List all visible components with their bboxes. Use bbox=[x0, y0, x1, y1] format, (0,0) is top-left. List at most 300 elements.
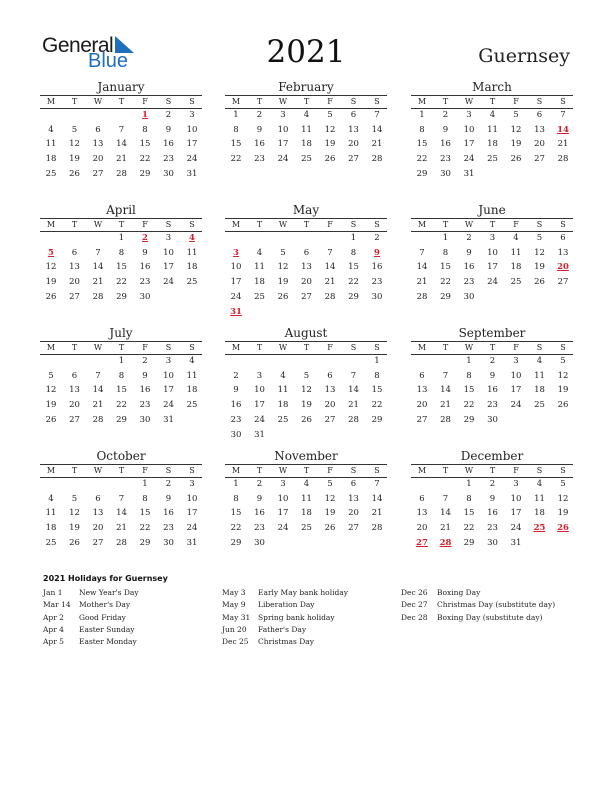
day-cell: 24 bbox=[510, 400, 522, 411]
day-cell: 17 bbox=[510, 385, 522, 396]
day-cell: 26 bbox=[69, 168, 80, 179]
weekday-label: W bbox=[278, 97, 288, 106]
day-cell: 31 bbox=[510, 537, 522, 548]
weekday-label: W bbox=[278, 466, 288, 475]
day-cell: 13 bbox=[416, 385, 428, 396]
day-cell: 31 bbox=[254, 429, 265, 440]
day-cell: 11 bbox=[487, 124, 498, 135]
day-cell: 31 bbox=[163, 414, 174, 425]
day-cell: 18 bbox=[45, 523, 57, 534]
weekday-label: S bbox=[189, 97, 195, 106]
holiday-name: Christmas Day (substitute day) bbox=[437, 600, 556, 610]
day-cell: 7 bbox=[350, 370, 357, 381]
day-cell: 28 bbox=[371, 523, 383, 534]
day-cell: 14 bbox=[116, 139, 127, 150]
weekday-label: S bbox=[350, 343, 357, 352]
day-cell: 16 bbox=[254, 508, 265, 519]
weekday-label: F bbox=[142, 466, 148, 475]
holiday-name: Liberation Day bbox=[258, 600, 315, 610]
day-cell: 15 bbox=[116, 385, 127, 396]
day-cell: 28 bbox=[116, 168, 127, 179]
day-cell: 27 bbox=[348, 154, 359, 165]
weekday-label: S bbox=[374, 466, 380, 475]
holiday-date: Apr 4 bbox=[43, 624, 64, 634]
weekday-label: S bbox=[189, 343, 195, 352]
day-cell: 2 bbox=[165, 110, 172, 120]
weekday-label: M bbox=[417, 220, 427, 229]
weekday-label: T bbox=[442, 466, 449, 475]
month-april bbox=[40, 203, 202, 315]
day-cell: 20 bbox=[324, 400, 336, 411]
day-cell: 27 bbox=[69, 414, 80, 425]
day-cell: 13 bbox=[324, 385, 336, 396]
day-cell: 25 bbox=[254, 291, 265, 302]
day-cell: 28 bbox=[116, 537, 127, 548]
day-cell: 21 bbox=[371, 139, 383, 150]
day-cell: 30 bbox=[463, 291, 475, 302]
day-cell: 27 bbox=[416, 414, 428, 425]
weekday-label: T bbox=[71, 220, 78, 229]
weekday-label: S bbox=[536, 343, 543, 352]
day-cell: 1 bbox=[233, 479, 239, 489]
day-cell: 28 bbox=[92, 414, 104, 425]
day-cell: 16 bbox=[463, 262, 475, 273]
day-cell: 14 bbox=[92, 262, 104, 273]
day-cell: 1 bbox=[233, 110, 239, 120]
month-name: November bbox=[274, 449, 338, 463]
day-cell: 25 bbox=[534, 400, 545, 411]
holiday-day-cell: 3 bbox=[233, 247, 239, 258]
weekday-label: T bbox=[71, 466, 78, 475]
day-cell: 28 bbox=[92, 291, 104, 302]
month-name: May bbox=[292, 203, 320, 217]
day-cell: 23 bbox=[254, 154, 265, 165]
holiday-day-cell: 25 bbox=[533, 523, 546, 534]
day-cell: 7 bbox=[95, 370, 101, 381]
month-name: December bbox=[460, 449, 524, 463]
day-cell: 6 bbox=[327, 370, 333, 381]
day-cell: 6 bbox=[71, 247, 78, 258]
day-cell: 19 bbox=[324, 139, 336, 150]
day-cell: 15 bbox=[230, 508, 242, 519]
month-november bbox=[225, 449, 387, 561]
day-cell: 24 bbox=[254, 414, 265, 425]
day-cell: 21 bbox=[371, 508, 383, 519]
weekday-label: T bbox=[442, 97, 449, 106]
day-cell: 6 bbox=[350, 110, 357, 120]
day-cell: 25 bbox=[301, 154, 312, 165]
day-cell: 19 bbox=[324, 508, 336, 519]
day-cell: 4 bbox=[48, 124, 54, 135]
day-cell: 5 bbox=[560, 479, 566, 489]
day-cell: 5 bbox=[48, 370, 54, 381]
weekday-label: T bbox=[489, 97, 496, 106]
holiday-date: May 9 bbox=[222, 600, 246, 610]
day-cell: 4 bbox=[303, 110, 310, 120]
holiday-column bbox=[43, 588, 223, 649]
day-cell: 3 bbox=[165, 233, 172, 243]
day-cell: 5 bbox=[280, 247, 286, 258]
day-cell: 12 bbox=[510, 124, 522, 135]
holiday-day-cell: 4 bbox=[189, 233, 195, 243]
day-cell: 23 bbox=[487, 523, 498, 534]
month-october bbox=[40, 449, 202, 561]
holiday-item bbox=[43, 588, 223, 600]
day-cell: 30 bbox=[487, 537, 498, 548]
weekday-header bbox=[225, 464, 387, 478]
weekday-label: T bbox=[303, 466, 310, 475]
weekday-label: M bbox=[417, 97, 427, 106]
day-cell: 8 bbox=[466, 493, 472, 504]
day-cell: 8 bbox=[419, 124, 425, 135]
holiday-item bbox=[43, 637, 223, 649]
day-cell: 7 bbox=[442, 370, 449, 381]
day-cell: 11 bbox=[186, 247, 198, 258]
calendar-year: 2021 bbox=[266, 34, 346, 70]
day-cell: 30 bbox=[139, 291, 151, 302]
day-cell: 21 bbox=[324, 277, 336, 288]
day-cell: 28 bbox=[557, 154, 569, 165]
day-cell: 6 bbox=[71, 370, 78, 381]
day-cell: 10 bbox=[230, 262, 242, 273]
day-cell: 20 bbox=[348, 139, 359, 150]
day-cell: 13 bbox=[348, 124, 359, 135]
day-cell: 21 bbox=[92, 277, 104, 288]
day-cell: 26 bbox=[534, 277, 545, 288]
day-cell: 21 bbox=[440, 523, 451, 534]
weekday-label: T bbox=[256, 343, 263, 352]
day-cell: 11 bbox=[534, 493, 545, 504]
day-cell: 26 bbox=[45, 291, 57, 302]
day-cell: 16 bbox=[139, 385, 151, 396]
day-cell: 10 bbox=[163, 247, 174, 258]
day-cell: 11 bbox=[510, 247, 522, 258]
day-cell: 21 bbox=[440, 400, 451, 411]
day-cell: 12 bbox=[277, 262, 289, 273]
day-cell: 11 bbox=[301, 124, 312, 135]
day-cell: 30 bbox=[163, 537, 174, 548]
day-cell: 5 bbox=[71, 493, 78, 504]
weekday-label: F bbox=[327, 97, 333, 106]
weekday-label: T bbox=[256, 466, 263, 475]
day-cell: 13 bbox=[92, 139, 104, 150]
day-cell: 16 bbox=[254, 139, 265, 150]
day-cell: 23 bbox=[463, 277, 475, 288]
holiday-item bbox=[43, 600, 223, 612]
holiday-day-cell: 28 bbox=[439, 537, 452, 548]
day-cell: 27 bbox=[92, 168, 104, 179]
day-cell: 27 bbox=[92, 537, 104, 548]
day-cell: 6 bbox=[303, 247, 310, 258]
day-cell: 2 bbox=[489, 356, 496, 366]
day-cell: 10 bbox=[487, 247, 498, 258]
day-cell: 15 bbox=[416, 139, 428, 150]
day-cell: 22 bbox=[463, 523, 475, 534]
day-cell: 14 bbox=[116, 508, 127, 519]
day-cell: 4 bbox=[536, 479, 543, 489]
day-cell: 4 bbox=[256, 247, 263, 258]
day-cell: 6 bbox=[560, 233, 566, 243]
day-cell: 18 bbox=[534, 385, 545, 396]
holiday-date: May 3 bbox=[222, 588, 246, 597]
day-cell: 5 bbox=[327, 479, 333, 489]
weekday-label: S bbox=[165, 97, 172, 106]
day-cell: 7 bbox=[118, 124, 125, 135]
day-cell: 29 bbox=[230, 537, 242, 548]
holiday-date: Apr 5 bbox=[43, 637, 64, 647]
day-cell: 17 bbox=[163, 385, 174, 396]
day-cell: 6 bbox=[350, 479, 357, 489]
day-cell: 31 bbox=[186, 168, 198, 179]
day-cell: 21 bbox=[348, 400, 359, 411]
day-cell: 22 bbox=[230, 523, 242, 534]
day-cell: 7 bbox=[419, 247, 425, 258]
day-cell: 20 bbox=[348, 508, 359, 519]
day-cell: 7 bbox=[374, 479, 380, 489]
day-cell: 17 bbox=[230, 277, 242, 288]
day-cell: 3 bbox=[489, 233, 496, 243]
day-cell: 29 bbox=[116, 414, 127, 425]
day-cell: 18 bbox=[301, 508, 312, 519]
holiday-day-cell: 26 bbox=[557, 523, 569, 534]
weekday-label: W bbox=[464, 220, 474, 229]
day-cell: 9 bbox=[233, 385, 239, 396]
day-cell: 25 bbox=[186, 400, 198, 411]
day-cell: 27 bbox=[301, 291, 312, 302]
day-cell: 15 bbox=[440, 262, 451, 273]
weekday-label: W bbox=[93, 343, 103, 352]
day-cell: 19 bbox=[534, 262, 545, 273]
logo-word-general: General bbox=[42, 34, 114, 57]
day-cell: 27 bbox=[324, 414, 336, 425]
weekday-label: W bbox=[464, 97, 474, 106]
holiday-column bbox=[222, 588, 402, 649]
weekday-label: S bbox=[165, 220, 172, 229]
day-cell: 16 bbox=[230, 400, 242, 411]
day-cell: 3 bbox=[165, 356, 172, 366]
day-cell: 8 bbox=[374, 370, 380, 381]
weekday-label: T bbox=[303, 220, 310, 229]
holiday-item bbox=[401, 600, 581, 612]
day-cell: 10 bbox=[186, 124, 198, 135]
weekday-label: S bbox=[536, 220, 543, 229]
day-cell: 25 bbox=[487, 154, 498, 165]
day-cell: 22 bbox=[416, 154, 428, 165]
month-february bbox=[225, 80, 387, 192]
day-cell: 18 bbox=[254, 277, 265, 288]
day-cell: 12 bbox=[45, 385, 57, 396]
day-cell: 6 bbox=[95, 493, 101, 504]
day-cell: 13 bbox=[416, 508, 428, 519]
day-cell: 19 bbox=[557, 508, 569, 519]
weekday-label: S bbox=[560, 466, 566, 475]
weekday-header bbox=[40, 95, 202, 109]
month-january bbox=[40, 80, 202, 192]
month-name: September bbox=[458, 326, 526, 340]
holiday-name: New Year's Day bbox=[79, 588, 139, 597]
day-cell: 30 bbox=[139, 414, 151, 425]
day-cell: 5 bbox=[327, 110, 333, 120]
weekday-label: S bbox=[374, 220, 380, 229]
day-cell: 22 bbox=[371, 400, 383, 411]
month-name: February bbox=[278, 80, 334, 94]
day-cell: 17 bbox=[186, 139, 198, 150]
day-cell: 18 bbox=[510, 262, 522, 273]
day-cell: 23 bbox=[254, 523, 265, 534]
weekday-label: T bbox=[489, 466, 496, 475]
day-cell: 22 bbox=[463, 400, 475, 411]
day-cell: 9 bbox=[165, 124, 172, 135]
weekday-label: T bbox=[118, 343, 125, 352]
day-cell: 13 bbox=[92, 508, 104, 519]
weekday-label: W bbox=[278, 343, 288, 352]
day-cell: 20 bbox=[301, 277, 312, 288]
day-cell: 23 bbox=[440, 154, 451, 165]
day-cell: 26 bbox=[557, 400, 569, 411]
weekday-label: T bbox=[71, 343, 78, 352]
day-cell: 22 bbox=[116, 400, 127, 411]
day-cell: 1 bbox=[118, 233, 125, 243]
day-cell: 19 bbox=[557, 385, 569, 396]
day-cell: 16 bbox=[163, 508, 174, 519]
day-cell: 20 bbox=[69, 277, 80, 288]
day-cell: 11 bbox=[186, 370, 198, 381]
weekday-header bbox=[40, 341, 202, 355]
day-cell: 28 bbox=[440, 414, 451, 425]
day-cell: 17 bbox=[277, 139, 289, 150]
month-name: October bbox=[96, 449, 146, 463]
day-cell: 7 bbox=[118, 493, 125, 504]
holiday-date: Apr 2 bbox=[43, 612, 64, 622]
holiday-item bbox=[222, 625, 402, 637]
day-cell: 16 bbox=[371, 262, 383, 273]
weekday-header bbox=[225, 218, 387, 232]
weekday-label: M bbox=[417, 343, 427, 352]
day-cell: 14 bbox=[416, 262, 428, 273]
day-cell: 12 bbox=[534, 247, 545, 258]
holiday-date: Jan 1 bbox=[43, 588, 63, 597]
day-cell: 8 bbox=[118, 370, 125, 381]
day-cell: 29 bbox=[371, 414, 383, 425]
weekday-header bbox=[411, 464, 573, 478]
day-cell: 13 bbox=[301, 262, 312, 273]
day-cell: 14 bbox=[440, 385, 451, 396]
weekday-label: S bbox=[374, 343, 380, 352]
day-cell: 23 bbox=[163, 523, 174, 534]
day-cell: 8 bbox=[350, 247, 357, 258]
month-march bbox=[411, 80, 573, 192]
holiday-column bbox=[401, 588, 581, 625]
day-cell: 11 bbox=[45, 508, 57, 519]
weekday-label: T bbox=[256, 220, 263, 229]
day-cell: 6 bbox=[419, 370, 425, 381]
day-cell: 16 bbox=[440, 139, 451, 150]
day-cell: 21 bbox=[116, 154, 127, 165]
holiday-day-cell: 5 bbox=[48, 247, 54, 258]
holiday-name: Father's Day bbox=[258, 624, 307, 634]
day-cell: 7 bbox=[374, 110, 380, 120]
month-august bbox=[225, 326, 387, 438]
day-cell: 4 bbox=[536, 356, 543, 366]
day-cell: 10 bbox=[277, 124, 289, 135]
day-cell: 24 bbox=[163, 277, 174, 288]
day-cell: 18 bbox=[487, 139, 498, 150]
day-cell: 23 bbox=[139, 400, 151, 411]
day-cell: 2 bbox=[489, 479, 496, 489]
holidays-title: 2021 Holidays for Guernsey bbox=[43, 574, 168, 583]
day-cell: 2 bbox=[256, 110, 263, 120]
day-cell: 29 bbox=[139, 537, 151, 548]
day-cell: 18 bbox=[186, 385, 198, 396]
day-cell: 24 bbox=[186, 523, 198, 534]
day-cell: 8 bbox=[233, 493, 239, 504]
month-name: August bbox=[284, 326, 328, 340]
day-cell: 25 bbox=[186, 277, 198, 288]
day-cell: 7 bbox=[442, 493, 449, 504]
day-cell: 15 bbox=[139, 139, 151, 150]
day-cell: 30 bbox=[230, 429, 242, 440]
logo-word-blue: Blue bbox=[88, 50, 129, 72]
day-cell: 18 bbox=[301, 139, 312, 150]
day-cell: 2 bbox=[256, 479, 263, 489]
day-cell: 26 bbox=[45, 414, 57, 425]
day-cell: 12 bbox=[324, 493, 336, 504]
weekday-label: S bbox=[536, 97, 543, 106]
weekday-label: W bbox=[464, 466, 474, 475]
day-cell: 24 bbox=[230, 291, 242, 302]
weekday-label: W bbox=[278, 220, 288, 229]
holiday-name: Early May bank holiday bbox=[258, 588, 349, 597]
day-cell: 23 bbox=[230, 414, 242, 425]
weekday-label: T bbox=[71, 97, 78, 106]
month-name: June bbox=[478, 203, 506, 217]
day-cell: 9 bbox=[256, 124, 263, 135]
day-cell: 14 bbox=[440, 508, 451, 519]
day-cell: 21 bbox=[416, 277, 428, 288]
day-cell: 20 bbox=[534, 139, 545, 150]
day-cell: 12 bbox=[69, 139, 80, 150]
day-cell: 3 bbox=[280, 479, 286, 489]
day-cell: 10 bbox=[254, 385, 265, 396]
month-name: July bbox=[109, 326, 133, 340]
day-cell: 28 bbox=[324, 291, 336, 302]
day-cell: 2 bbox=[374, 233, 380, 243]
day-cell: 11 bbox=[301, 493, 312, 504]
day-cell: 9 bbox=[165, 493, 172, 504]
day-cell: 4 bbox=[189, 356, 195, 366]
weekday-header bbox=[225, 341, 387, 355]
weekday-label: M bbox=[231, 220, 241, 229]
day-cell: 2 bbox=[142, 356, 148, 366]
day-cell: 18 bbox=[277, 400, 289, 411]
holiday-date: Dec 26 bbox=[401, 588, 428, 597]
day-cell: 6 bbox=[536, 110, 543, 120]
day-cell: 14 bbox=[371, 124, 383, 135]
day-cell: 17 bbox=[254, 400, 265, 411]
weekday-label: M bbox=[417, 466, 427, 475]
day-cell: 12 bbox=[69, 508, 80, 519]
weekday-label: F bbox=[327, 220, 333, 229]
day-cell: 26 bbox=[301, 414, 312, 425]
holiday-name: Boxing Day bbox=[437, 588, 481, 597]
holiday-item bbox=[43, 625, 223, 637]
day-cell: 7 bbox=[327, 247, 333, 258]
day-cell: 14 bbox=[371, 493, 383, 504]
day-cell: 2 bbox=[442, 110, 449, 120]
day-cell: 4 bbox=[513, 233, 519, 243]
day-cell: 4 bbox=[48, 493, 54, 504]
weekday-header bbox=[411, 218, 573, 232]
